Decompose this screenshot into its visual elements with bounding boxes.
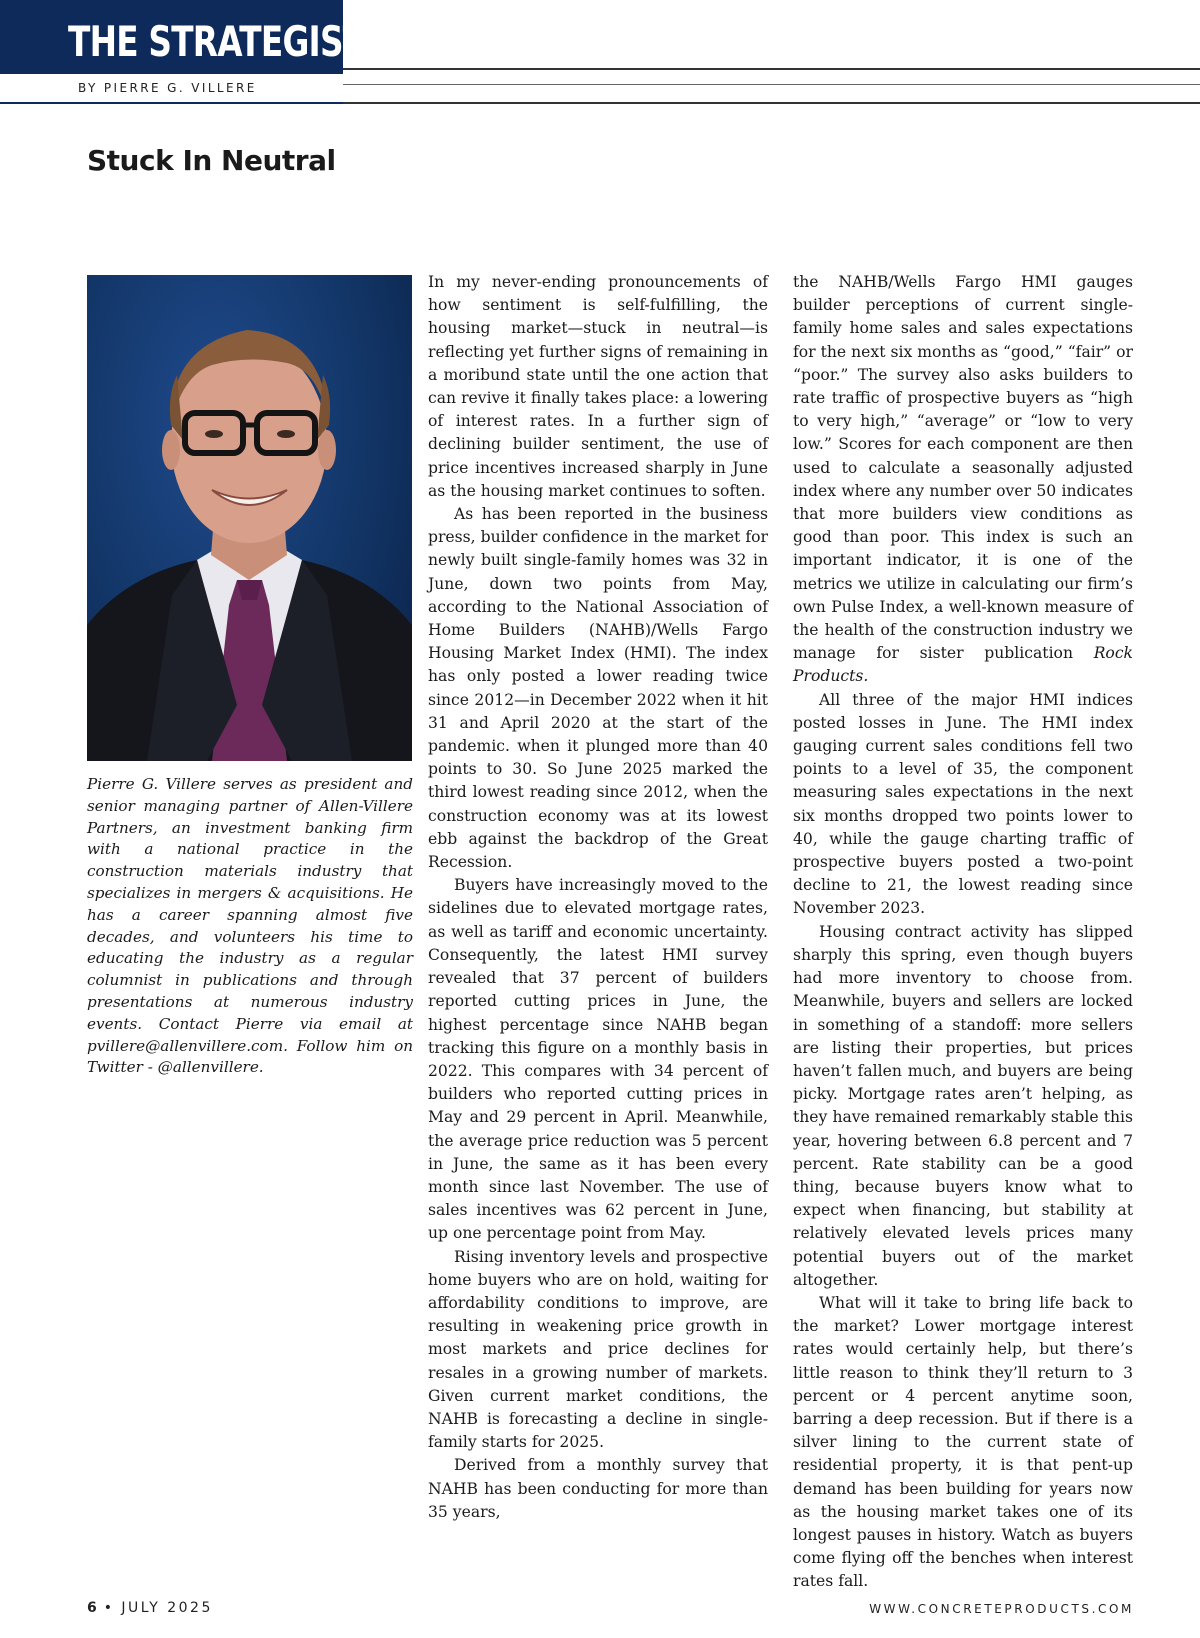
paragraph: Rising inventory levels and prospective home buyers who are on hold, waiting for affordability conditions to improve, are resulting in weakening price growth in most markets and price declines for resales in a growing number of markets. Given current market conditions, the NAHB is forecasting a decline in single-family starts for 2025. <box>428 1247 768 1452</box>
paragraph: In my never-ending pronouncements of how sentiment is self-fulfilling, the housing market—stuck in neutral—is reflecting yet further signs of remaining in a moribund state until the one action that can revive it finally takes place: a lowering of interest rates. In a further sign of declining builder sentiment, the use of price incentives increased sharply in June as the housing market continues to soften. <box>428 273 768 500</box>
paragraph-text: the NAHB/Wells Fargo HMI gauges builder perceptions of current single-family home sales and sales expectations for the next six months as “good,” “fair” or “poor.” The survey also asks builders to rate traffic of prospective buyers as “high to very high,” “average” or “low to very low.” Scores for each component are then used to calculate a seasonally adjusted index where any number over 50 indicates that more builders view conditions as good than poor. This index is such an important indicator, it is one of the metrics we utilize in calculating our firm’s own Pulse Index, a well-known measure of the health of the construction industry we manage for sister publication <box>793 273 1133 663</box>
header-rules <box>343 68 1200 104</box>
page-footer-left <box>87 1600 213 1616</box>
paragraph: As has been reported in the business press, builder confidence in the market for newly built single-family homes was 32 in June, down two points from May, according to the National Association of Home Builders (NAHB)/Wells Fargo Housing Market Index (HMI). The index has only posted a lower reading twice since 2012—in December 2022 when it hit 31 and April 2020 at the start of the pandemic. when it plunged more than 40 points to 30. So June 2025 marked the third lowest reading since 2012, when the construction economy was at its lowest ebb against the backdrop of the Great Recession. <box>428 505 768 872</box>
paragraph: What will it take to bring life back to the market? Lower mortgage interest rates would certainly help, but there’s little reason to think they’ll return to 3 percent or 4 percent anytime soon, barring a deep recession. But if there is a silver lining to the current state of residential property, it is that pent-up demand has been building for years now as the housing market takes one of its longest pauses in history. Watch as buyers come flying off the benches when interest rates fall. <box>793 1293 1133 1591</box>
website-link[interactable]: WWW.CONCRETEPRODUCTS.COM <box>869 1602 1134 1616</box>
page-number: 6 <box>87 1600 97 1616</box>
paragraph: Derived from a monthly survey that NAHB has been conducting for more than 35 years, <box>428 1456 768 1521</box>
portrait-illustration <box>87 275 412 761</box>
footer-separator: • <box>103 1600 115 1616</box>
paragraph-continued <box>793 271 1133 689</box>
column-title: THE STRATEGIST <box>68 17 365 66</box>
article-column-right <box>793 271 1133 1594</box>
issue-date: JULY 2025 <box>121 1600 213 1616</box>
author-bio: Pierre G. Villere serves as president and senior managing partner of Allen-Villere Partners, an investment banking firm with a national practice in the construction materials industry that specializes in mergers & acquisitions. He has a career spanning almost five decades, and volunteers his time to educating the industry as a regular columnist in publications and through presentations at numerous industry events. Contact Pierre via email at pvillere@allenvillere.com. Follow him on Twitter - @allenvillere. <box>87 775 413 1077</box>
article-column-middle <box>428 271 768 1524</box>
article-title: Stuck In Neutral <box>87 144 336 177</box>
byline: BY PIERRE G. VILLERE <box>78 81 257 95</box>
paragraph: Housing contract activity has slipped sharply this spring, even though buyers had more inventory to choose from. Meanwhile, buyers and sellers are locked in something of a standoff: more sellers are listing their properties, but prices haven’t fallen much, and buyers are being picky. Mortgage rates aren’t helping, as they have remained remarkably stable this year, hovering between 6.8 percent and 7 percent. Rate stability can be a good thing, because buyers know what to expect when financing, but stability at relatively elevated levels prices many potential buyers out of the market altogether. <box>793 922 1133 1289</box>
publication-name: Rock Products. <box>793 644 1133 686</box>
author-portrait <box>87 275 412 761</box>
paragraph: Buyers have increasingly moved to the sidelines due to elevated mortgage rates, as well as tariff and economic uncertainty. Consequently, the latest HMI survey revealed that 37 percent of builders reported cutting prices in June, the highest percentage since NAHB began tracking this figure on a monthly basis in 2022. This compares with 34 percent of builders who reported cutting prices in May and 29 percent in April. Meanwhile, the average price reduction was 5 percent in June, the same as it has been every month since last November. The use of sales incentives was 62 percent in June, up one percentage point from May. <box>428 876 768 1243</box>
paragraph: All three of the major HMI indices posted losses in June. The HMI index gauging current sales conditions fell two points to a level of 35, the component measuring sales expectations in the next six months dropped two points lower to 40, while the gauge charting traffic of prospective buyers posted a two-point decline to 21, the lowest reading since November 2023. <box>793 690 1133 918</box>
byline-bar <box>0 74 343 104</box>
